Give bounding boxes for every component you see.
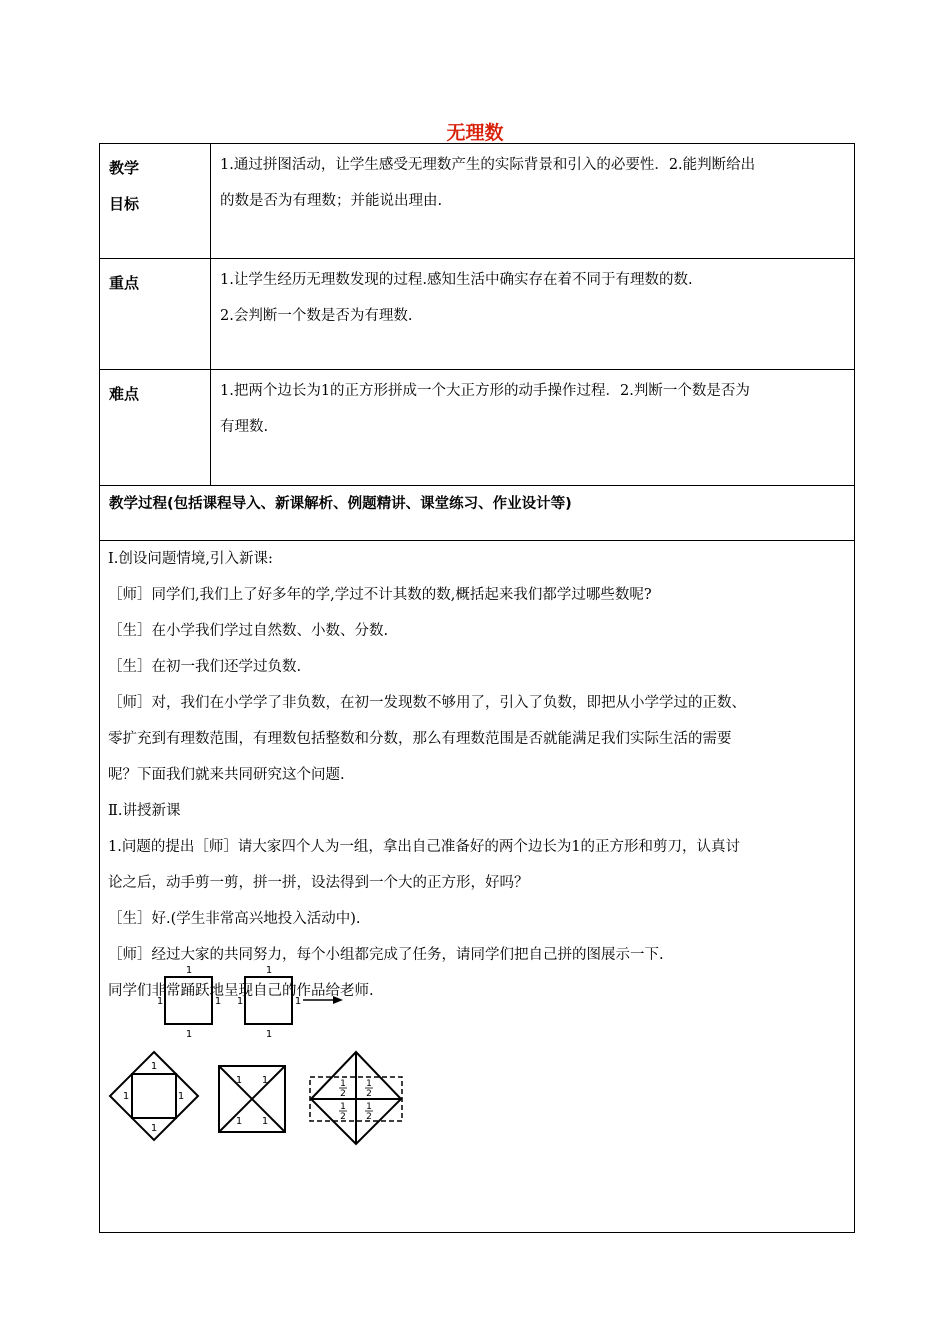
paragraph: Ⅰ.创设问题情境,引入新课: — [108, 551, 273, 567]
svg-text:2: 2 — [340, 1089, 346, 1099]
paragraph: ［师］经过大家的共同努力，每个小组都完成了任务，请同学们把自己拼的图展示一下. — [108, 947, 664, 963]
page-title: 无理数 — [446, 122, 504, 144]
side-label: 1 — [235, 1116, 243, 1127]
svg-text:2: 2 — [340, 1112, 346, 1122]
svg-text:2: 2 — [366, 1089, 372, 1099]
unit-square-2 — [245, 977, 292, 1024]
svg-text:1: 1 — [366, 1079, 372, 1089]
side-label: 1 — [156, 996, 164, 1007]
side-label: 1 — [261, 1075, 269, 1086]
paragraph: ［师］对，我们在小学学了非负数，在初一发现数不够用了，引入了负数，即把从小学学过的正数、 — [108, 695, 746, 711]
unit-square-1 — [165, 977, 212, 1024]
paragraph: 零扩充到有理数范围，有理数包括整数和分数，那么有理数范围是否就能满足我们实际生活的需要 — [108, 731, 732, 747]
svg-text:2: 2 — [366, 1112, 372, 1122]
paragraph: Ⅱ.讲授新课 — [108, 803, 181, 819]
paragraph: 1.问题的提出［师］请大家四个人为一组，拿出自己准备好的两个边长为1的正方形和剪刀，认真讨 — [108, 839, 741, 855]
side-label: 1 — [150, 1061, 158, 1072]
row-process-heading — [100, 486, 854, 541]
row-objectives — [100, 144, 854, 259]
key-points-content: 1.让学生经历无理数发现的过程.感知生活中确实存在着不同于有理数的数. 2.会判断一个数是否为有理数. — [220, 272, 693, 324]
label-difficulties: 难点 — [100, 370, 211, 485]
side-label: 1 — [150, 1123, 158, 1134]
side-label: 1 — [265, 965, 273, 976]
paragraph: ［师］同学们,我们上了好多年的学,学过不计其数的数,概括起来我们都学过哪些数呢? — [108, 587, 652, 603]
svg-text:1: 1 — [366, 1102, 372, 1112]
side-label: 1 — [294, 996, 302, 1007]
svg-text:1: 1 — [340, 1079, 346, 1089]
paragraph: ［生］在小学我们学过自然数、小数、分数. — [108, 623, 389, 639]
row-key-points — [100, 259, 854, 370]
paragraph: 论之后，动手剪一剪，拼一拼，设法得到一个大的正方形，好吗？ — [108, 875, 529, 891]
difficulties-content: 1.把两个边长为1的正方形拼成一个大正方形的动手操作过程．2.判断一个数是否为 有理数. — [220, 383, 750, 435]
side-label: 1 — [235, 1075, 243, 1086]
side-label: 1 — [236, 996, 244, 1007]
square-puzzle-figure — [107, 962, 427, 1182]
arrow-head-icon — [333, 996, 343, 1004]
side-label: 1 — [214, 996, 222, 1007]
label-key-points: 重点 — [100, 259, 211, 369]
process-heading: 教学过程(包括课程导入、新课解析、例题精讲、课堂练习、作业设计等) — [109, 496, 572, 512]
side-label: 1 — [185, 965, 193, 976]
side-label: 1 — [177, 1091, 185, 1102]
lesson-plan-table — [99, 143, 855, 1233]
paragraph: ［生］好.(学生非常高兴地投入活动中). — [108, 911, 361, 927]
side-label: 1 — [261, 1116, 269, 1127]
side-label: 1 — [265, 1029, 273, 1040]
paragraph: 同学们非常踊跃地呈现自己的作品给老师. — [108, 983, 374, 999]
side-label: 1 — [122, 1091, 130, 1102]
paragraph: ［生］在初一我们还学过负数. — [108, 659, 302, 675]
objectives-content: 1.通过拼图活动，让学生感受无理数产生的实际背景和引入的必要性．2.能判断给出 的数是否为有理数；并能说出理由. — [220, 157, 756, 209]
paragraph: 呢？下面我们就来共同研究这个问题. — [108, 767, 345, 783]
row-difficulties — [100, 370, 854, 486]
process-body — [100, 541, 854, 1009]
label-objectives: 教学 目标 — [100, 144, 211, 258]
side-label: 1 — [185, 1029, 193, 1040]
svg-text:1: 1 — [340, 1102, 346, 1112]
